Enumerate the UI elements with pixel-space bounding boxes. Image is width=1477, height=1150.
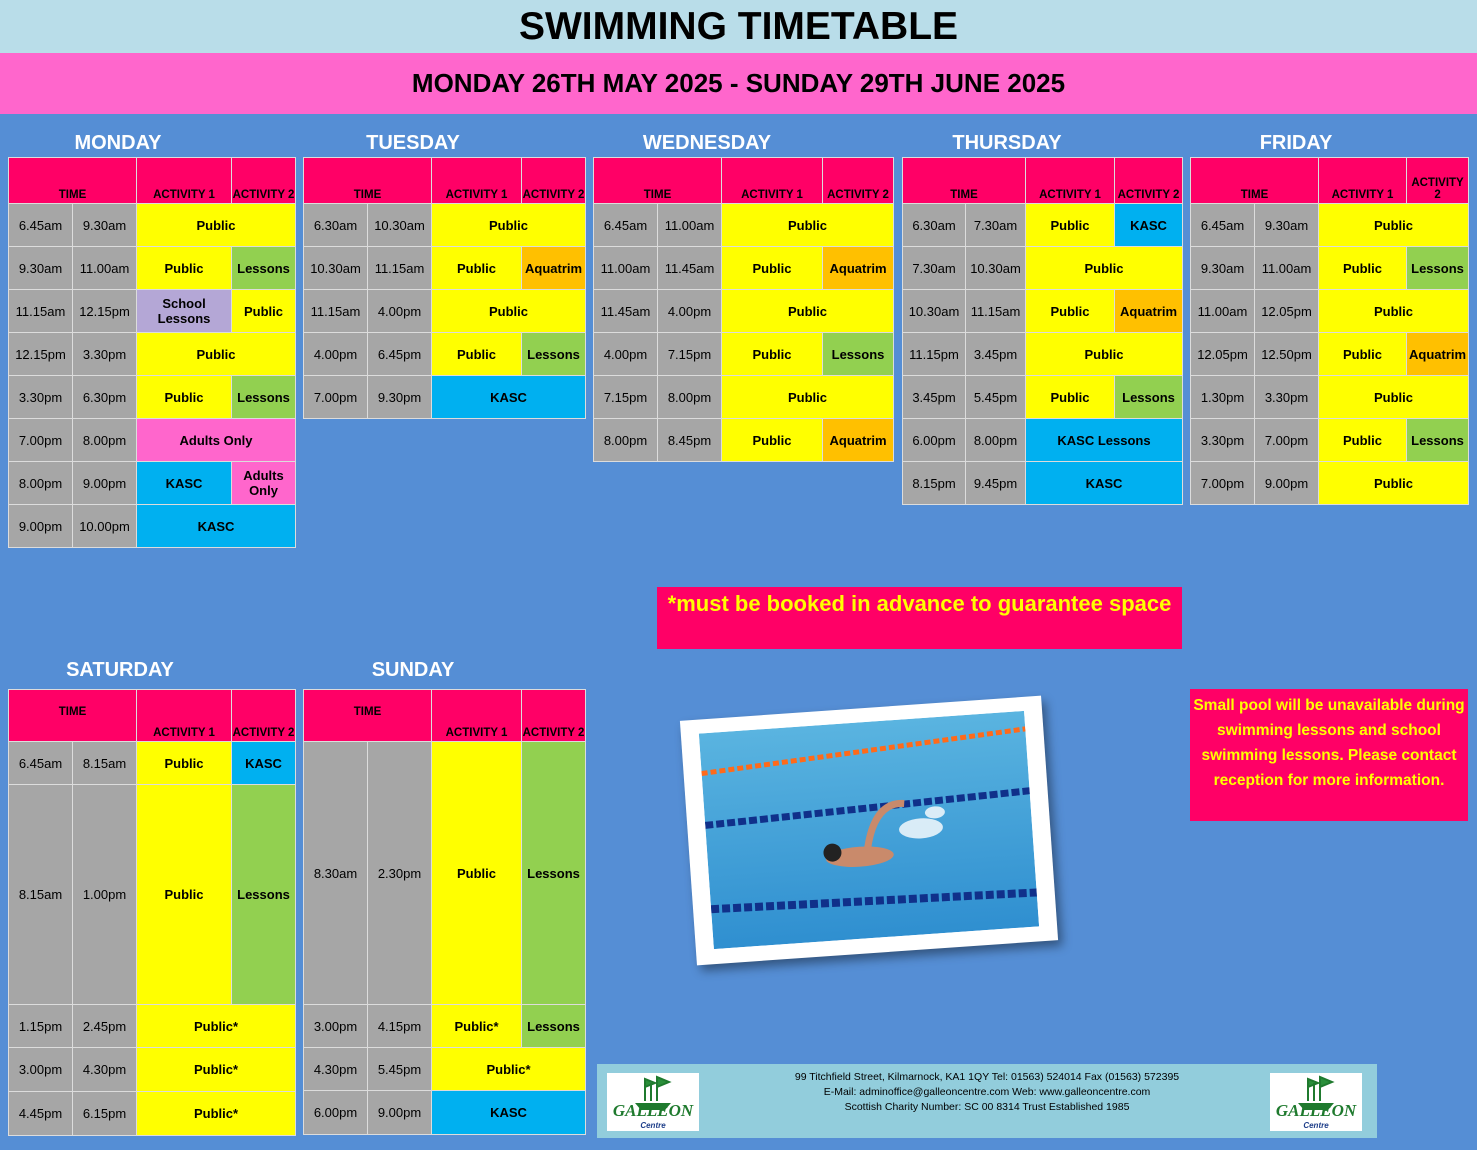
end-time: 9.30am — [73, 204, 137, 247]
timetable-sunday — [303, 689, 586, 1135]
start-time: 10.30am — [304, 247, 368, 290]
start-time: 9.00pm — [9, 505, 73, 548]
footer — [597, 1064, 1377, 1138]
start-time: 11.45am — [594, 290, 658, 333]
start-time: 6.00pm — [304, 1091, 368, 1135]
start-time: 3.30pm — [1191, 419, 1255, 462]
timetable-row — [1191, 419, 1469, 462]
swimmer-photo — [699, 711, 1039, 949]
page-title: SWIMMING TIMETABLE — [0, 0, 1477, 53]
activity-1: Public — [137, 247, 232, 290]
end-time: 6.30pm — [73, 376, 137, 419]
address-line: 99 Titchfield Street, Kilmarnock, KA1 1QY Tel: 01563) 524014 Fax (01563) 572395 — [794, 1071, 1180, 1083]
end-time: 4.00pm — [368, 290, 432, 333]
end-time: 10.30am — [368, 204, 432, 247]
end-time: 12.05pm — [1255, 290, 1319, 333]
end-time: 8.00pm — [966, 419, 1026, 462]
activity-1: KASC — [432, 1091, 586, 1135]
timetable-row — [9, 419, 296, 462]
end-time: 2.45pm — [73, 1005, 137, 1048]
timetable-monday — [8, 157, 296, 548]
timetable-row — [9, 742, 296, 785]
logo-word: GALLEON — [612, 1101, 694, 1120]
timetable-row — [1191, 204, 1469, 247]
timetable-row — [1191, 376, 1469, 419]
start-time: 8.15am — [9, 785, 73, 1005]
start-time: 1.30pm — [1191, 376, 1255, 419]
activity-1: Public — [137, 204, 296, 247]
timetable-row — [594, 419, 894, 462]
start-time: 4.30pm — [304, 1048, 368, 1091]
activity-2: KASC — [1115, 204, 1183, 247]
timetable-row — [304, 1005, 586, 1048]
activity-2: Adults Only — [232, 462, 296, 505]
start-time: 6.45am — [594, 204, 658, 247]
activity-1: Public — [432, 742, 522, 1005]
timetable-row — [304, 204, 586, 247]
activity-1: Public — [432, 333, 522, 376]
end-time: 9.00pm — [73, 462, 137, 505]
end-time: 6.45pm — [368, 333, 432, 376]
timetable-row — [1191, 247, 1469, 290]
activity-1: School Lessons — [137, 290, 232, 333]
activity-2: Aquatrim — [522, 247, 586, 290]
end-time: 9.30am — [1255, 204, 1319, 247]
end-time: 11.00am — [658, 204, 722, 247]
end-time: 2.30pm — [368, 742, 432, 1005]
start-time: 1.15pm — [9, 1005, 73, 1048]
end-time: 11.15am — [368, 247, 432, 290]
date-range: MONDAY 26TH MAY 2025 - SUNDAY 29TH JUNE 2025 — [0, 53, 1477, 114]
start-time: 7.00pm — [304, 376, 368, 419]
activity-2: Lessons — [232, 785, 296, 1005]
start-time: 8.30am — [304, 742, 368, 1005]
day-title-thursday: THURSDAY — [952, 132, 1062, 154]
email-line: E-Mail: adminoffice@galleoncentre.com Web: www.galleoncentre.com — [823, 1086, 1151, 1098]
start-time: 7.15pm — [594, 376, 658, 419]
logo-word: GALLEON — [1275, 1101, 1357, 1120]
activity-1: Public — [722, 247, 823, 290]
activity-1: Public — [1026, 333, 1183, 376]
start-time: 6.45am — [9, 742, 73, 785]
activity-1: KASC — [137, 462, 232, 505]
timetable-row — [903, 204, 1183, 247]
timetable-wednesday — [593, 157, 894, 462]
end-time: 9.45pm — [966, 462, 1026, 505]
timetable-row — [903, 376, 1183, 419]
end-time: 7.15pm — [658, 333, 722, 376]
start-time: 11.00am — [1191, 290, 1255, 333]
end-time: 8.15am — [73, 742, 137, 785]
timetable-thursday — [902, 157, 1183, 505]
start-time: 8.15pm — [903, 462, 966, 505]
activity-1: Public* — [137, 1092, 296, 1136]
timetable-row — [9, 785, 296, 1005]
activity-1: Public — [1319, 247, 1407, 290]
small-pool-note: Small pool will be unavailable during swimming lessons and school swimming lessons. Please contact reception for more information. — [1190, 689, 1468, 821]
activity-1: Public — [432, 247, 522, 290]
activity-2: Lessons — [522, 742, 586, 1005]
timetable-row — [9, 333, 296, 376]
activity-1: Public — [1319, 333, 1407, 376]
activity-1: Public — [1319, 204, 1469, 247]
end-time: 3.30pm — [1255, 376, 1319, 419]
activity-1: Public — [1319, 462, 1469, 505]
activity-2: Lessons — [823, 333, 894, 376]
end-time: 5.45pm — [368, 1048, 432, 1091]
timetable-row — [594, 376, 894, 419]
end-time: 12.50pm — [1255, 333, 1319, 376]
activity-2: Lessons — [1407, 247, 1469, 290]
end-time: 10.00pm — [73, 505, 137, 548]
start-time: 7.00pm — [9, 419, 73, 462]
galleon-logo-right — [1270, 1073, 1362, 1131]
timetable-row — [9, 462, 296, 505]
start-time: 8.00pm — [594, 419, 658, 462]
timetable-row — [304, 247, 586, 290]
activity-1: Public — [137, 376, 232, 419]
activity2-header: ACTIVITY 2 — [1407, 158, 1469, 204]
end-time: 9.00pm — [368, 1091, 432, 1135]
timetable-row — [1191, 333, 1469, 376]
activity-1: KASC — [137, 505, 296, 548]
activity-2: Lessons — [1115, 376, 1183, 419]
end-time: 4.30pm — [73, 1048, 137, 1092]
start-time: 6.30am — [903, 204, 966, 247]
activity1-header: ACTIVITY 1 — [722, 158, 823, 204]
logo-sub: Centre — [640, 1121, 666, 1130]
end-time: 4.00pm — [658, 290, 722, 333]
activity2-header: ACTIVITY 2 — [522, 158, 586, 204]
activity-1: Public — [722, 419, 823, 462]
start-time: 7.30am — [903, 247, 966, 290]
galleon-logo-left — [607, 1073, 699, 1131]
booking-note: *must be booked in advance to guarantee space — [657, 587, 1182, 649]
end-time: 3.45pm — [966, 333, 1026, 376]
contact-details — [747, 1070, 1227, 1115]
timetable-row — [903, 462, 1183, 505]
activity-1: Adults Only — [137, 419, 296, 462]
end-time: 1.00pm — [73, 785, 137, 1005]
start-time: 4.00pm — [304, 333, 368, 376]
timetable-row — [903, 290, 1183, 333]
activity-1: Public* — [432, 1048, 586, 1091]
start-time: 12.05pm — [1191, 333, 1255, 376]
activity-1: Public — [1026, 247, 1183, 290]
timetable-row — [594, 290, 894, 333]
activity-1: Public — [1319, 419, 1407, 462]
time-header: TIME — [594, 158, 722, 204]
end-time: 11.45am — [658, 247, 722, 290]
timetable-row — [304, 290, 586, 333]
timetable-row — [304, 1091, 586, 1135]
end-time: 4.15pm — [368, 1005, 432, 1048]
activity-1: Public — [722, 333, 823, 376]
start-time: 11.15am — [304, 290, 368, 333]
activity-2: Lessons — [522, 333, 586, 376]
start-time: 8.00pm — [9, 462, 73, 505]
activity2-header: ACTIVITY 2 — [823, 158, 894, 204]
time-header: TIME — [903, 158, 1026, 204]
activity2-header: ACTIVITY 2 — [522, 690, 586, 742]
timetable-saturday — [8, 689, 296, 1136]
timetable-row — [594, 204, 894, 247]
timetable-row — [9, 1048, 296, 1092]
end-time: 11.00am — [73, 247, 137, 290]
timetable-row — [304, 333, 586, 376]
activity-1: Public — [432, 290, 586, 333]
activity2-header: ACTIVITY 2 — [1115, 158, 1183, 204]
timetable-row — [304, 1048, 586, 1091]
activity1-header: ACTIVITY 1 — [137, 690, 232, 742]
end-time: 8.45pm — [658, 419, 722, 462]
timetable-row — [594, 247, 894, 290]
timetable-friday — [1190, 157, 1469, 505]
timetable-row — [9, 1005, 296, 1048]
activity-1: Public* — [432, 1005, 522, 1048]
activity2-header: ACTIVITY 2 — [232, 158, 296, 204]
time-header: TIME — [1191, 158, 1319, 204]
start-time: 11.15pm — [903, 333, 966, 376]
end-time: 11.00am — [1255, 247, 1319, 290]
activity-1: Public — [137, 333, 296, 376]
timetable-row — [903, 419, 1183, 462]
day-title-monday: MONDAY — [74, 132, 162, 154]
activity-1: Public — [432, 204, 586, 247]
timetable-row — [9, 204, 296, 247]
activity-1: Public — [1026, 290, 1115, 333]
start-time: 7.00pm — [1191, 462, 1255, 505]
timetable-row — [903, 247, 1183, 290]
activity-1: Public — [722, 204, 894, 247]
activity-2: Aquatrim — [823, 247, 894, 290]
timetable-tuesday — [303, 157, 586, 419]
start-time: 6.45am — [9, 204, 73, 247]
activity-1: Public — [722, 290, 894, 333]
day-title-sunday: SUNDAY — [371, 659, 455, 681]
timetable-row — [9, 290, 296, 333]
end-time: 8.00pm — [73, 419, 137, 462]
activity-1: Public — [1026, 204, 1115, 247]
day-title-saturday: SATURDAY — [66, 659, 174, 681]
start-time: 4.45pm — [9, 1092, 73, 1136]
activity-2: Aquatrim — [1115, 290, 1183, 333]
activity-1: Public* — [137, 1048, 296, 1092]
activity-2: Lessons — [232, 376, 296, 419]
activity-1: Public — [137, 742, 232, 785]
activity-1: Public* — [137, 1005, 296, 1048]
start-time: 4.00pm — [594, 333, 658, 376]
timetable-row — [1191, 290, 1469, 333]
activity-1: Public — [1319, 290, 1469, 333]
time-header: TIME — [9, 690, 137, 742]
logo-sub: Centre — [1303, 1121, 1329, 1130]
day-title-tuesday: TUESDAY — [366, 132, 460, 154]
start-time: 3.00pm — [304, 1005, 368, 1048]
timetable-row — [594, 333, 894, 376]
activity-2: Lessons — [1407, 419, 1469, 462]
activity-2: KASC — [232, 742, 296, 785]
timetable-row — [1191, 462, 1469, 505]
start-time: 3.00pm — [9, 1048, 73, 1092]
charity-line: Scottish Charity Number: SC 00 8314 Trust Established 1985 — [844, 1101, 1130, 1113]
timetable-row — [9, 505, 296, 548]
activity-2: Lessons — [232, 247, 296, 290]
time-header: TIME — [304, 158, 432, 204]
activity-1: KASC Lessons — [1026, 419, 1183, 462]
activity-2: Lessons — [522, 1005, 586, 1048]
activity-1: Public — [137, 785, 232, 1005]
start-time: 12.15pm — [9, 333, 73, 376]
end-time: 10.30am — [966, 247, 1026, 290]
day-title-friday: FRIDAY — [1259, 132, 1333, 154]
activity-1: KASC — [432, 376, 586, 419]
end-time: 6.15pm — [73, 1092, 137, 1136]
start-time: 6.45am — [1191, 204, 1255, 247]
timetable-row — [903, 333, 1183, 376]
start-time: 3.45pm — [903, 376, 966, 419]
end-time: 9.30pm — [368, 376, 432, 419]
end-time: 3.30pm — [73, 333, 137, 376]
activity2-header: ACTIVITY 2 — [232, 690, 296, 742]
end-time: 9.00pm — [1255, 462, 1319, 505]
activity-1: KASC — [1026, 462, 1183, 505]
timetable-row — [9, 376, 296, 419]
activity1-header: ACTIVITY 1 — [1026, 158, 1115, 204]
activity-1: Public — [722, 376, 894, 419]
activity1-header: ACTIVITY 1 — [432, 690, 522, 742]
activity1-header: ACTIVITY 1 — [432, 158, 522, 204]
timetable-row — [9, 1092, 296, 1136]
start-time: 3.30pm — [9, 376, 73, 419]
start-time: 9.30am — [1191, 247, 1255, 290]
start-time: 9.30am — [9, 247, 73, 290]
end-time: 7.30am — [966, 204, 1026, 247]
start-time: 6.00pm — [903, 419, 966, 462]
swimmer-photo-frame — [680, 696, 1058, 966]
activity1-header: ACTIVITY 1 — [1319, 158, 1407, 204]
activity-1: Public — [1026, 376, 1115, 419]
activity1-header: ACTIVITY 1 — [137, 158, 232, 204]
start-time: 6.30am — [304, 204, 368, 247]
time-header: TIME — [9, 158, 137, 204]
start-time: 10.30am — [903, 290, 966, 333]
day-title-wednesday: WEDNESDAY — [642, 132, 772, 154]
timetable-row — [9, 247, 296, 290]
start-time: 11.15am — [9, 290, 73, 333]
end-time: 7.00pm — [1255, 419, 1319, 462]
end-time: 12.15pm — [73, 290, 137, 333]
timetable-row — [304, 376, 586, 419]
end-time: 8.00pm — [658, 376, 722, 419]
activity-2: Aquatrim — [823, 419, 894, 462]
end-time: 5.45pm — [966, 376, 1026, 419]
time-header: TIME — [304, 690, 432, 742]
timetable-row — [304, 742, 586, 1005]
end-time: 11.15am — [966, 290, 1026, 333]
activity-2: Public — [232, 290, 296, 333]
activity-2: Aquatrim — [1407, 333, 1469, 376]
start-time: 11.00am — [594, 247, 658, 290]
activity-1: Public — [1319, 376, 1469, 419]
